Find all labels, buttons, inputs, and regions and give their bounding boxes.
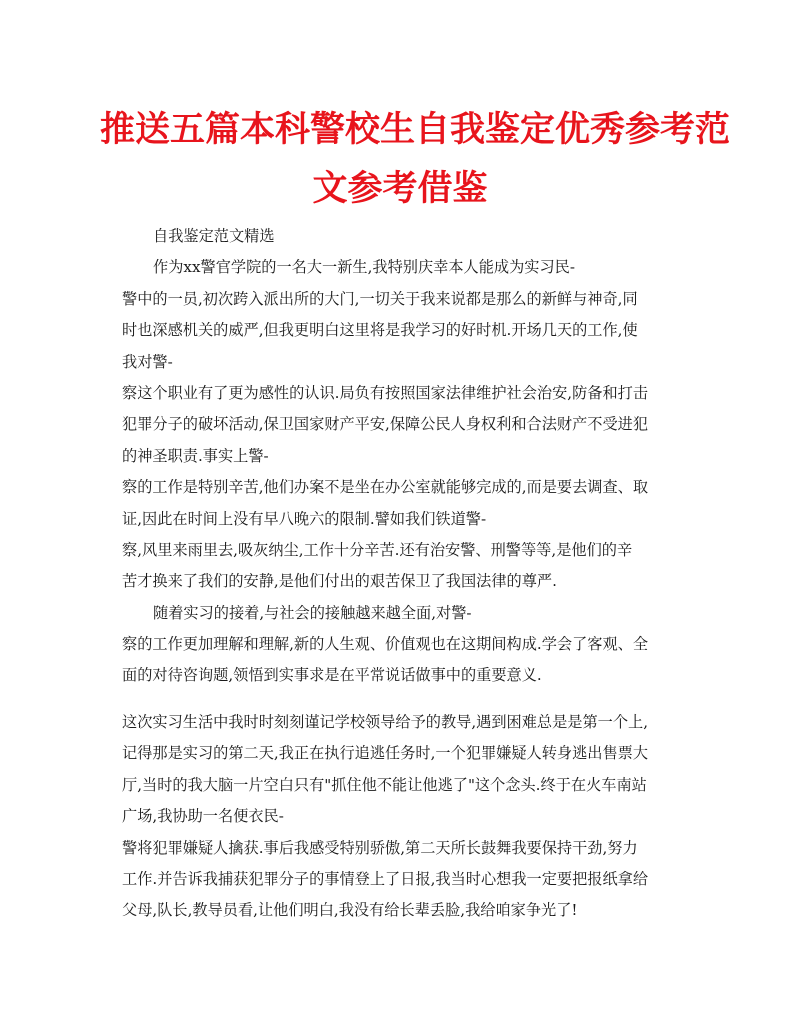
paragraph-line: 察,风里来雨里去,吸灰纳尘,工作十分辛苦.还有治安警、刑警等等,是他们的辛 (122, 540, 633, 559)
paragraph-line: 警中的一员,初次跨入派出所的大门,一切关于我来说都是那么的新鲜与神奇,同 (122, 289, 638, 308)
paragraph-line: 工作.并告诉我捕获犯罪分子的事情登上了日报,我当时心想我一定要把报纸拿给 (122, 869, 649, 888)
body-section-2 (122, 707, 682, 927)
paragraph-line: 犯罪分子的破坏活动,保卫国家财产平安,保障公民人身权利和合法财产不受进犯 (122, 415, 649, 434)
paragraph-line: 这次实习生活中我时时刻刻谨记学校领导给予的教导,遇到困难总是是第一个上, (122, 713, 649, 731)
paragraph-line: 时也深感机关的威严,但我更明白这里将是我学习的好时机.开场几天的工作,使 (122, 321, 638, 340)
paragraph-line: 厅,当时的我大脑一片空白只有"抓住他不能让他逃了"这个念头.终于在火车南站 (122, 775, 647, 794)
paragraph-line: 的神圣职责.事实上警- (122, 446, 269, 465)
document-title-line-1: 推送五篇本科警校生自我鉴定优秀参考范 (100, 110, 731, 150)
paragraph-line: 察这个职业有了更为感性的认识.局负有按照国家法律维护社会治安,防备和打击 (122, 383, 649, 402)
paragraph-line: 自我鉴定范文精选 (153, 227, 275, 245)
body-section-1 (122, 221, 682, 692)
paragraph-line: 父母,队长,教导员看,让他们明白,我没有给长辈丢脸,我给咱家争光了! (122, 901, 578, 920)
paragraph-line: 证,因此在时间上没有早八晚六的限制.譬如我们铁道警- (122, 509, 487, 528)
paragraph-line: 苦才换来了我们的安静,是他们付出的艰苦保卫了我国法律的尊严. (122, 572, 557, 591)
paragraph-line: 警将犯罪嫌疑人擒获.事后我感受特别骄傲,第二天所长鼓舞我要保持干劲,努力 (122, 838, 638, 857)
document-title-line-2: 文参考借鉴 (312, 169, 488, 209)
paragraph-line: 记得那是实习的第二天,我正在执行追逃任务时,一个犯罪嫌疑人转身逃出售票大 (122, 744, 649, 763)
paragraph-line: 察的工作是特别辛苦,他们办案不是坐在办公室就能够完成的,而是要去调查、取 (122, 478, 649, 497)
paragraph-line: 广场,我协助一名便衣民- (122, 807, 284, 826)
paragraph-line: 察的工作更加理解和理解,新的人生观、价值观也在这期间构成.学会了客观、全 (122, 635, 649, 654)
paragraph-line: 我对警- (122, 352, 173, 371)
paragraph-line: 作为xx警官学院的一名大一新生,我特别庆幸本人能成为实习民- (153, 258, 575, 277)
paragraph-line: 随着实习的接着,与社会的接触越来越全面,对警- (153, 603, 472, 622)
paragraph-line: 面的对待咨询题,领悟到实事求是在平常说话做事中的重要意义. (122, 666, 542, 685)
